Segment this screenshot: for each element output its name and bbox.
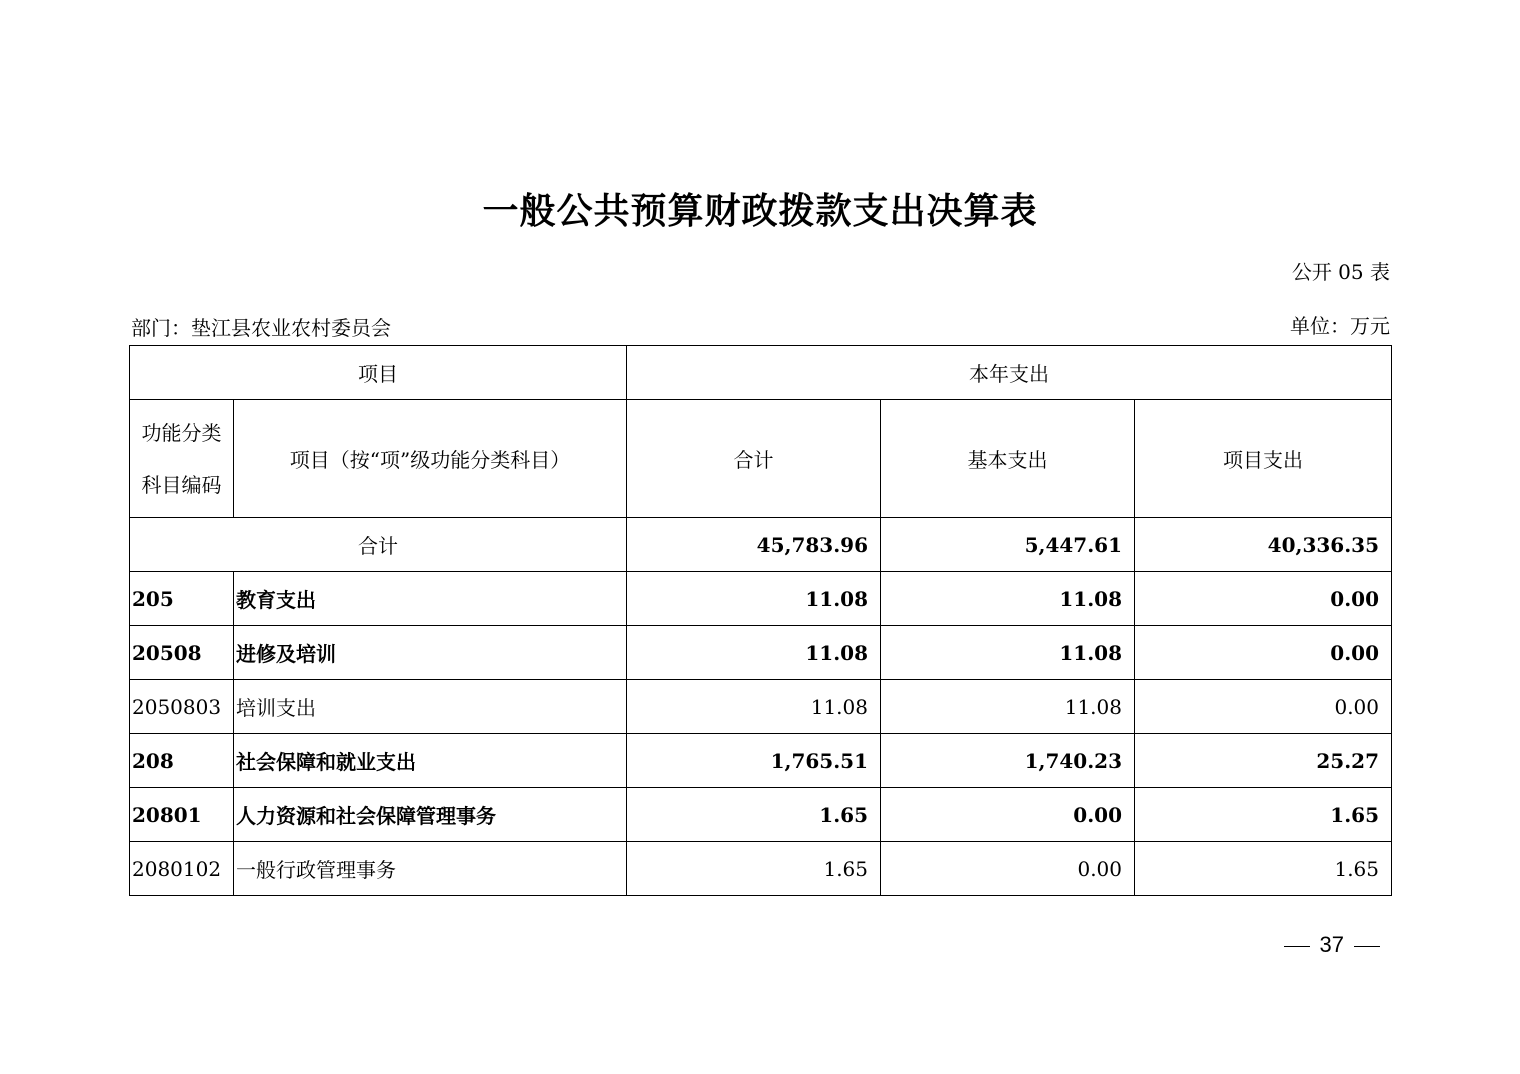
row-project: 0.00 (1135, 626, 1392, 680)
table-row (130, 572, 1392, 626)
table-row (130, 680, 1392, 734)
row-basic: 11.08 (881, 680, 1135, 734)
row-total: 1.65 (627, 788, 881, 842)
header-total: 合计 (627, 400, 881, 518)
row-name: 人力资源和社会保障管理事务 (234, 788, 627, 842)
page-number-value: 37 (1319, 932, 1344, 957)
row-code: 2080102 (130, 842, 234, 896)
row-basic: 0.00 (881, 788, 1135, 842)
dash-right (1354, 946, 1380, 947)
total-basic: 5,447.61 (881, 518, 1135, 572)
row-total: 11.08 (627, 572, 881, 626)
table-row (130, 626, 1392, 680)
header-name: 项目（按“项”级功能分类科目） (234, 400, 627, 518)
header-code-line2: 科目编码 (141, 472, 222, 497)
header-project: 项目支出 (1135, 400, 1392, 518)
form-number: 公开 05 表 (1291, 260, 1390, 284)
table-row (130, 734, 1392, 788)
page-number (1274, 932, 1390, 958)
row-code: 2050803 (130, 680, 234, 734)
table-header-row-2 (130, 400, 1392, 518)
page-title: 一般公共预算财政拨款支出决算表 (482, 190, 1038, 232)
row-project: 0.00 (1135, 680, 1392, 734)
row-total: 1,765.51 (627, 734, 881, 788)
total-total: 45,783.96 (627, 518, 881, 572)
row-project: 25.27 (1135, 734, 1392, 788)
row-total: 1.65 (627, 842, 881, 896)
total-project: 40,336.35 (1135, 518, 1392, 572)
row-name: 进修及培训 (234, 626, 627, 680)
header-item: 项目 (130, 346, 627, 400)
row-basic: 11.08 (881, 626, 1135, 680)
row-project: 1.65 (1135, 788, 1392, 842)
row-code: 20801 (130, 788, 234, 842)
department-label: 部门：垫江县农业农村委员会 (131, 316, 391, 340)
table-row (130, 842, 1392, 896)
header-code-line1: 功能分类 (141, 420, 222, 445)
row-total: 11.08 (627, 680, 881, 734)
row-name: 教育支出 (234, 572, 627, 626)
row-basic: 0.00 (881, 842, 1135, 896)
budget-table (129, 345, 1392, 896)
row-basic: 1,740.23 (881, 734, 1135, 788)
total-row (130, 518, 1392, 572)
table-row (130, 788, 1392, 842)
header-basic: 基本支出 (881, 400, 1135, 518)
row-code: 205 (130, 572, 234, 626)
row-code: 20508 (130, 626, 234, 680)
row-project: 0.00 (1135, 572, 1392, 626)
table-header-row-1 (130, 346, 1392, 400)
row-basic: 11.08 (881, 572, 1135, 626)
header-year-expense: 本年支出 (627, 346, 1392, 400)
unit-label: 单位：万元 (1290, 314, 1390, 338)
header-code (130, 400, 234, 518)
row-total: 11.08 (627, 626, 881, 680)
total-label: 合计 (130, 518, 627, 572)
row-name: 一般行政管理事务 (234, 842, 627, 896)
row-code: 208 (130, 734, 234, 788)
row-project: 1.65 (1135, 842, 1392, 896)
row-name: 培训支出 (234, 680, 627, 734)
dash-left (1284, 946, 1310, 947)
row-name: 社会保障和就业支出 (234, 734, 627, 788)
